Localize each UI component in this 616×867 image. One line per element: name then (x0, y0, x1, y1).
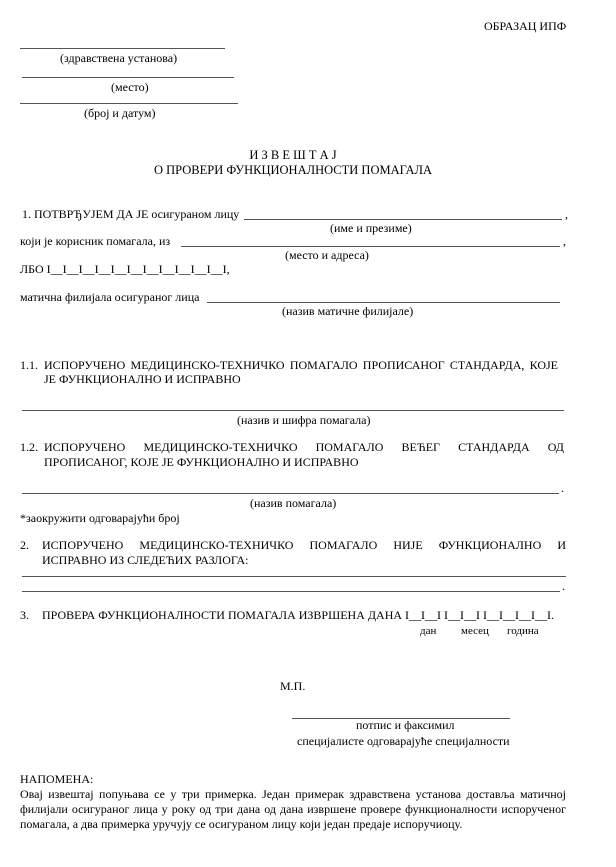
section-text: ИСПОРУЧЕНО МЕДИЦИНСКО-ТЕХНИЧКО ПОМАГАЛО НИЈЕ ФУНКЦИОНАЛНО И (42, 538, 566, 552)
section-text: ИСПРАВНО ИЗ СЛЕДЕЋИХ РАЗЛОГА: (42, 553, 249, 567)
number-date-label: (број и датум) (84, 106, 156, 120)
end-dot: . (562, 579, 565, 593)
report-title: И З В Е Ш Т А Ј (249, 148, 337, 162)
note-text: помагала, а два примерка уручују се осигураном лицу који један предаје испоручиоцу. (20, 817, 463, 831)
user-text: који је корисник помагала, из (20, 234, 171, 248)
section-text: ИСПОРУЧЕНО МЕДИЦИНСКО-ТЕХНИЧКО ПОМАГАЛО ВЕЋЕГ СТАНДАРДА ОД (44, 440, 564, 454)
day-label: дан (420, 625, 437, 637)
reason-line[interactable] (22, 591, 560, 592)
aid-code-line[interactable] (22, 410, 564, 411)
lbo-field[interactable]: ЛБО I__I__I__I__I__I__I__I__I__I__I__I, (20, 262, 230, 276)
confirm-text: 1. ПОТВРЂУЈЕМ ДА ЈЕ осигураном лицу (22, 207, 240, 221)
circle-note: *заокружити одговарајући број (20, 511, 180, 525)
stamp-label: М.П. (280, 679, 306, 693)
address-line[interactable] (181, 246, 560, 247)
name-label: (име и презиме) (330, 221, 412, 235)
section-text: ИСПОРУЧЕНО МЕДИЦИНСКО-ТЕХНИЧКО ПОМАГАЛО ПРОПИСАНОГ СТАНДАРДА, КОЈЕ (44, 358, 558, 372)
address-label: (место и адреса) (285, 248, 369, 262)
branch-text: матична филијала осигураног лица (20, 290, 200, 304)
reason-line[interactable] (22, 576, 566, 577)
number-date-line[interactable] (20, 103, 238, 104)
form-code: ОБРАЗАЦ ИПФ (484, 19, 567, 33)
institution-label: (здравствена установа) (60, 51, 178, 65)
section-text: ЈЕ ФУНКЦИОНАЛНО И ИСПРАВНО (44, 372, 241, 386)
end-dot: . (561, 481, 564, 495)
section-number: 2. (20, 538, 29, 552)
note-text: Овај извештај попуњава се у три примерка. Један примерак здравствена установа доставља матичној (20, 787, 566, 801)
signature-label: потпис и факсимил (356, 718, 455, 732)
note-heading: НАПОМЕНА: (20, 772, 94, 786)
aid-name-line[interactable] (22, 493, 559, 494)
report-subtitle: О ПРОВЕРИ ФУНКЦИОНАЛНОСТИ ПОМАГАЛА (153, 163, 433, 177)
note-text: филијали осигураног лица у року од три дана од дана извршене провере функционалности испорученог (20, 802, 566, 816)
name-line[interactable] (244, 219, 562, 220)
section-number: 1.1. (20, 358, 38, 372)
aid-code-label: (назив и шифра помагала) (237, 413, 371, 427)
section-text: ПРОПИСАНОГ, КОЈЕ ЈЕ ФУНКЦИОНАЛНО И ИСПРАВНО (44, 455, 359, 469)
section-number: 1.2. (20, 440, 38, 454)
aid-name-label: (назив помагала) (250, 496, 337, 510)
signature-sublabel: специјалисте одговарајуће специјалности (297, 734, 510, 748)
month-label: месец (461, 625, 489, 637)
check-date-field[interactable]: ПРОВЕРА ФУНКЦИОНАЛНОСТИ ПОМАГАЛА ИЗВРШЕНА ДАНА I__I__I I__I__I I__I__I__I__I. (42, 608, 555, 622)
place-label: (место) (111, 80, 149, 94)
year-label: година (507, 625, 539, 637)
comma: , (565, 207, 568, 221)
section-number: 3. (20, 608, 29, 622)
branch-line[interactable] (207, 302, 560, 303)
comma: , (563, 234, 566, 248)
place-line[interactable] (22, 77, 234, 78)
branch-label: (назив матичне филијале) (282, 304, 414, 318)
institution-line[interactable] (20, 48, 225, 49)
